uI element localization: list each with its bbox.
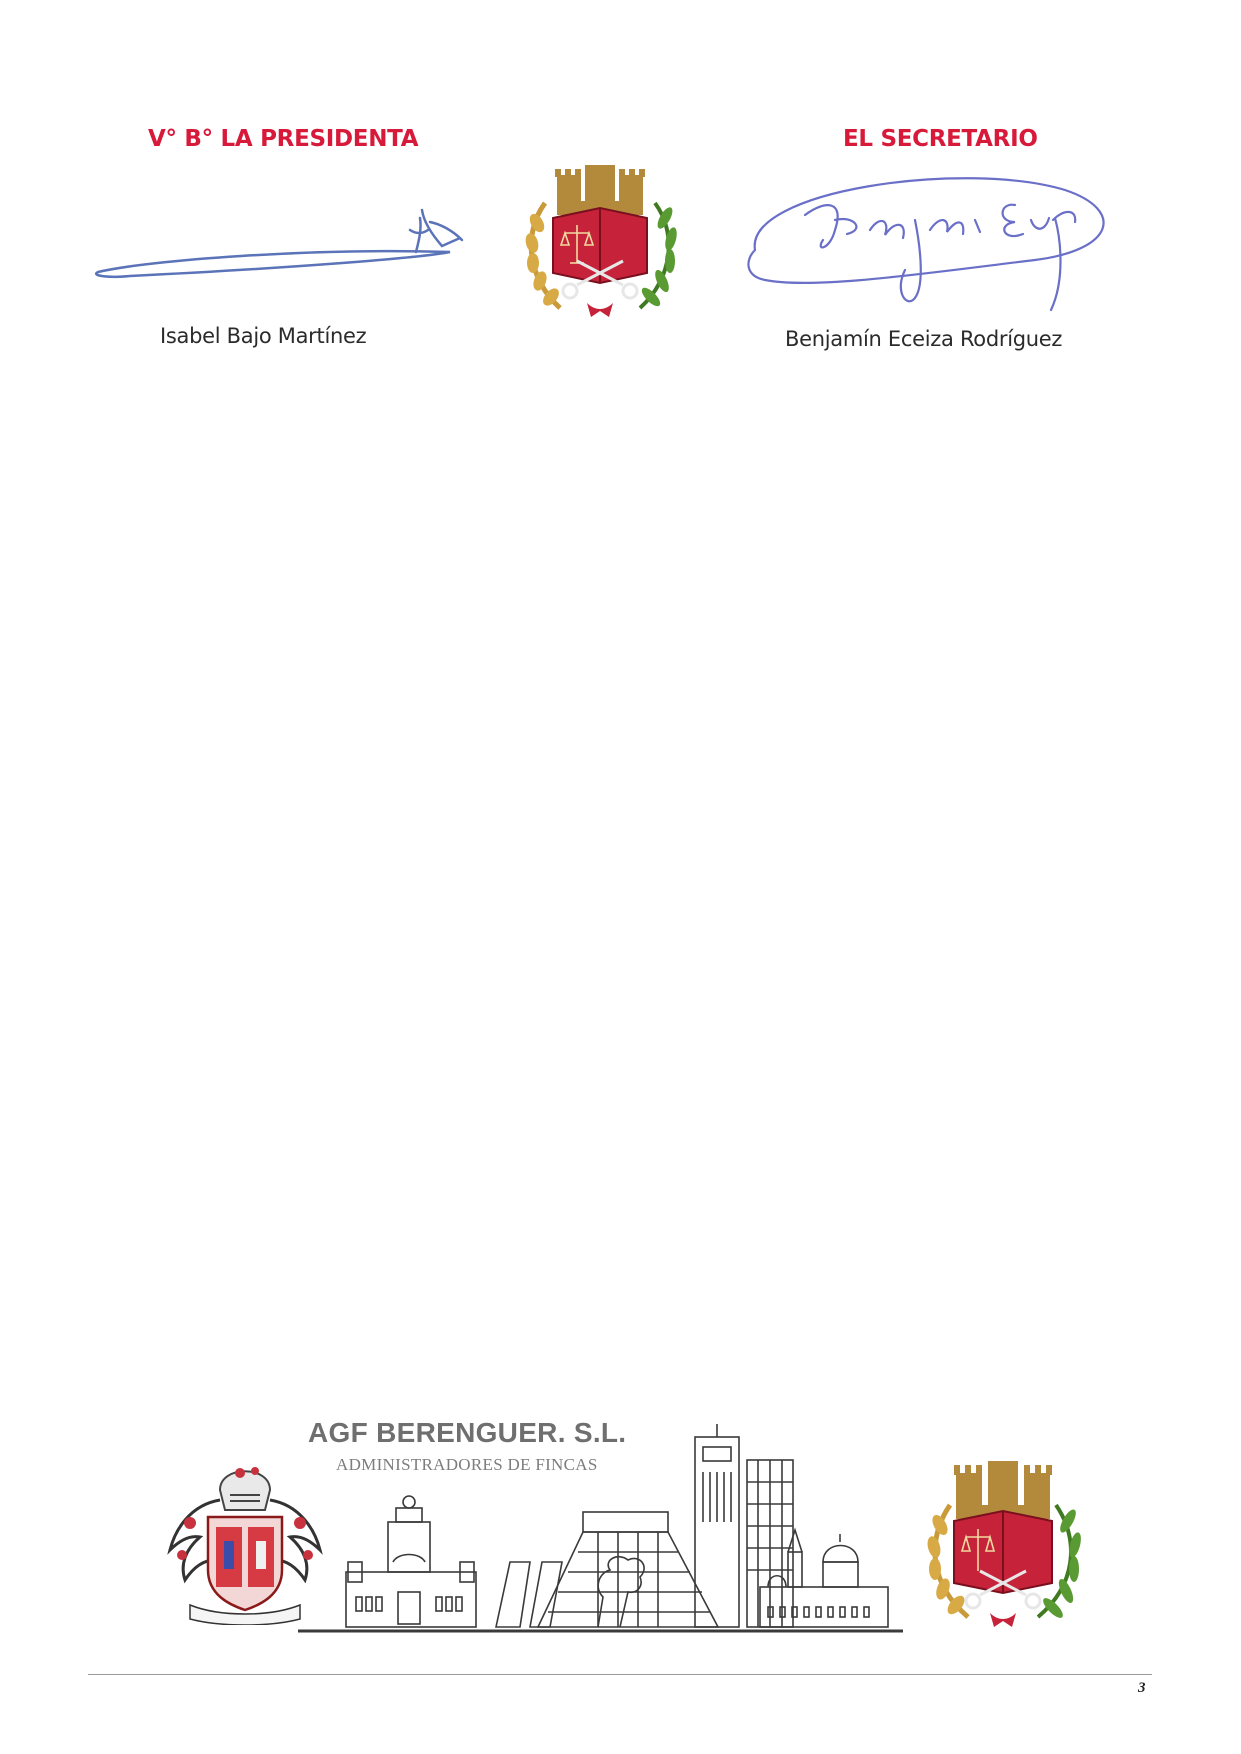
president-signature xyxy=(90,200,490,290)
president-name: Isabel Bajo Martínez xyxy=(160,324,367,348)
secretary-signature xyxy=(735,160,1125,330)
footer-divider xyxy=(88,1674,1152,1675)
madrid-skyline-illustration xyxy=(298,1412,903,1637)
company-subtitle: ADMINISTRADORES DE FINCAS xyxy=(336,1455,598,1474)
company-name: AGF BERENGUER. S.L. xyxy=(308,1417,627,1448)
secretary-name: Benjamín Eceiza Rodríguez xyxy=(785,327,1063,351)
association-seal-footer-emblem xyxy=(918,1455,1088,1635)
association-seal-emblem xyxy=(515,163,685,323)
president-heading: V° B° LA PRESIDENTA xyxy=(148,126,419,152)
page-number: 3 xyxy=(1138,1680,1146,1696)
secretary-heading: EL SECRETARIO xyxy=(843,126,1038,152)
